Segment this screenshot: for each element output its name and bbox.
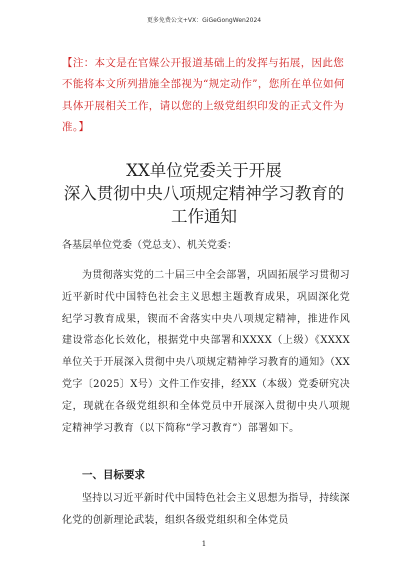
page-number: 1 <box>201 540 207 548</box>
document-title-line-1: XX单位党委关于开展 <box>126 161 282 180</box>
document-title-line-2: 深入贯彻中央八项规定精神学习教育的 <box>63 184 345 203</box>
body-paragraph-1: 为贯彻落实党的二十届三中全会部署，巩固拓展学习贯彻习近平新时代中国特色社会主义思想主题教育成果，巩固深化党纪学习教育成果，锲而不舍落实中央八项规定精神，推进作风建设常态化长效化，根据党中央部署和XXXX（上级）《XXXX单位关于开展深入贯彻中央八项规定精神学习教育的通知》（XX党字〔2025〕X号）文件工作安排，经XX（本级）党委研究决定，现就在各级党组织和全体党员中开展深入贯彻中央八项规定精神学习教育（以下简称“学习教育”）部署如下。 <box>62 270 350 434</box>
body-paragraph-2: 坚持以习近平新时代中国特色社会主义思想为指导，持续深化党的创新理论武装，组织各级党组织和全体党员 <box>62 493 350 526</box>
salutation: 各基层单位党委（党总支）、机关党委： <box>62 240 237 251</box>
editor-note: 【注：本文是在官媒公开报道基础上的发挥与拓展，因此您不能将本文所列措施全部视为“规定动作”，您所在单位如何具体开展相关工作，请以您的上级党组织印发的正式文件为准。】 <box>62 57 345 133</box>
document-title-line-3: 工作通知 <box>171 207 237 226</box>
page-header: 更多免费公文+VX：GiGeGongWen2024 <box>146 17 262 24</box>
section-heading-1: 一、目标要求 <box>82 469 145 481</box>
